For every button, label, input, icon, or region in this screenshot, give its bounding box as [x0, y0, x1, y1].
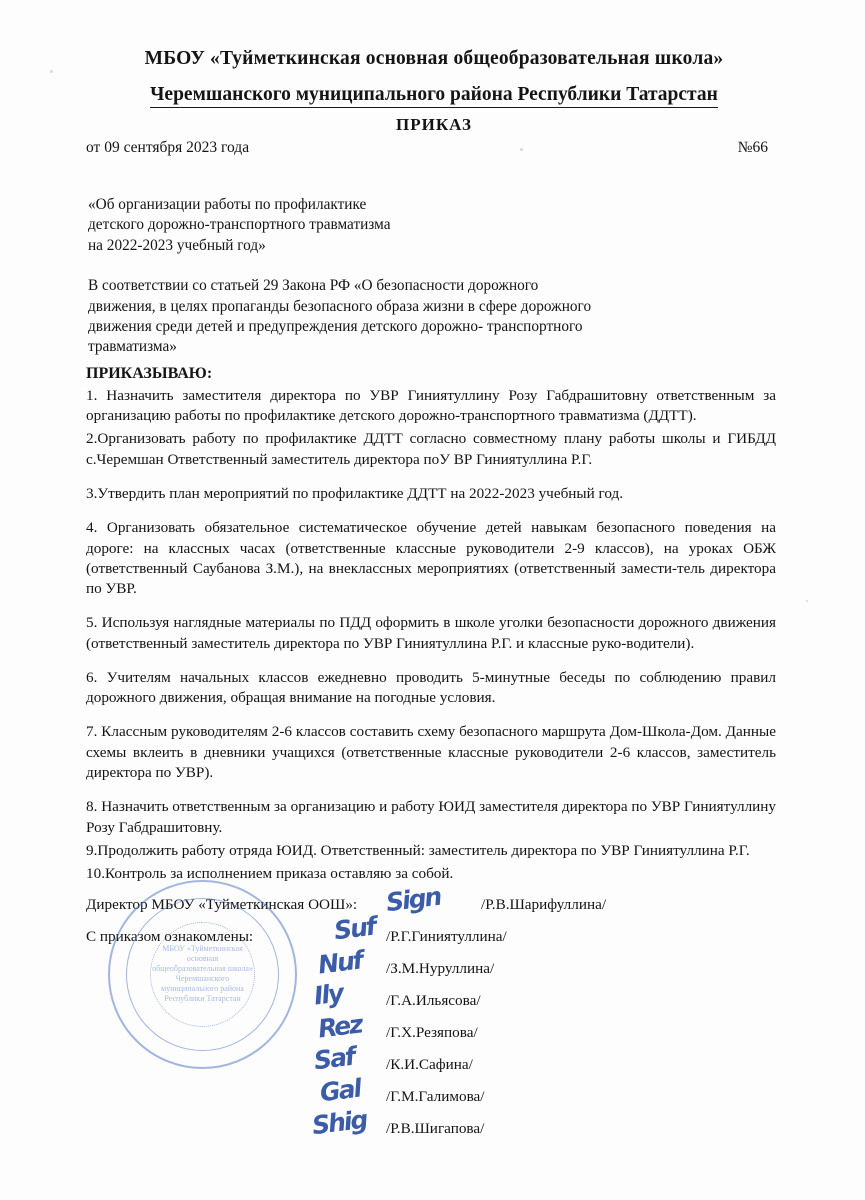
preamble-block: [88, 276, 790, 357]
handwritten-signature-2: Nuf: [316, 945, 364, 981]
order-item-5: 5. Используя наглядные материалы по ПДД оформить в школе уголки безопасности дорожного движения (ответственный заместитель директора по УВР Гиниятуллина Р.Г. и классные руко-водители).: [86, 614, 776, 652]
order-item-4: 4. Организовать обязательное систематическое обучение детей навыкам безопасного поведения на дороге: на классных часах (ответственные классные руководители 2-9 классов), на уроках ОБЖ (ответственный Саубанова З.М.), на внеклассных мероприятиях (ответственный замести-тель директора по УВР.: [86, 519, 776, 598]
acquainted-name-7: /Р.В.Шигапова/: [386, 1120, 485, 1138]
handwritten-signature-director: Sign: [384, 882, 442, 918]
order-item-7: 7. Классным руководителям 2-6 классов составить схему безопасного маршрута Дом-Школа-Дом. Данные схемы вклеить в дневники учащихся (ответственные классные руководители 2-6 классов, заместитель директора по УВР).: [86, 723, 776, 782]
document-title-line-2: детского дорожно-транспортного травматизма: [88, 216, 391, 234]
signature-row-director: [86, 882, 790, 924]
acquainted-name-3: /Г.А.Ильясова/: [386, 992, 481, 1010]
date-and-number-line: [78, 139, 790, 161]
document-title-block: [88, 195, 790, 256]
acquainted-name-5: /К.И.Сафина/: [386, 1056, 473, 1074]
preamble-line-1: В соответствии со статьей 29 Закона РФ «О безопасности дорожного: [88, 277, 539, 295]
document-number: №66: [737, 139, 768, 156]
organization-line-2-wrapper: [78, 70, 790, 108]
preamble-line-2: движения, в целях пропаганды безопасного образа жизни в сфере дорожного: [88, 297, 592, 315]
handwritten-signature-4: Rez: [316, 1009, 364, 1044]
order-item-9: 9.Продолжить работу отряда ЮИД. Ответственный: заместитель директора по УВР Гиниятуллина Р.Г.: [86, 841, 750, 859]
order-item-6: 6. Учителям начальных классов ежедневно проводить 5-минутные беседы по соблюдению правил дорожного движения, обращая внимание на погодные условия.: [86, 668, 776, 707]
director-label: Директор МБОУ «Туйметкинская ООШ»:: [86, 896, 358, 914]
acquainted-name-4: /Г.Х.Резяпова/: [386, 1024, 478, 1042]
order-item-8: 8. Назначить ответственным за организацию и работу ЮИД заместителя директора по УВР Гиниятуллину Розу Габдрашитовну.: [86, 798, 776, 836]
order-keyword: ПРИКАЗЫВАЮ:: [86, 364, 213, 382]
document-date: от 09 сентября 2023 года: [86, 139, 250, 156]
signature-row-5: [86, 1042, 790, 1084]
handwritten-signature-7: Shig: [310, 1105, 368, 1141]
seal-text: МБОУ «Туйметкинская основная общеобразовательная школа» Черемшанского муниципального района Республики Татарстан: [152, 944, 253, 1003]
document-title-line-1: «Об организации работы по профилактике: [88, 196, 367, 213]
organization-line-2: Черемшанского муниципального района Республики Татарстан: [150, 84, 718, 108]
document-sheet: [78, 30, 790, 1190]
order-item-3: 3.Утвердить план мероприятий по профилактике ДДТТ на 2022-2023 учебный год.: [86, 484, 624, 502]
order-item-1: 1. Назначить заместителя директора по УВР Гиниятуллину Розу Габдрашитовну ответственным за организацию работы по профилактике детского дорожно-транспортного травматизма (ДДТТ).: [86, 386, 776, 425]
acquainted-name-2: /З.М.Нуруллина/: [386, 960, 495, 978]
scan-speck: [806, 600, 808, 602]
signature-row-3: [86, 978, 790, 1020]
signature-row-7: [86, 1105, 790, 1148]
preamble-line-4: травматизма»: [88, 338, 177, 356]
acquainted-name-1: /Р.Г.Гиниятуллина/: [386, 928, 507, 946]
handwritten-signature-3: Ily: [312, 978, 344, 1012]
acquainted-label: С приказом ознакомлены:: [86, 928, 254, 946]
director-name: /Р.В.Шарифуллина/: [481, 896, 607, 914]
document-type-heading: ПРИКАЗ: [396, 115, 472, 134]
signature-row-4: [86, 1009, 790, 1052]
order-item-10: 10.Контроль за исполнением приказа оставляю за собой.: [86, 865, 454, 883]
order-item-2: 2.Организовать работу по профилактике ДДТТ согласно совместному плану работы школы и ГИБДД с.Черемшан Ответственный заместитель директора поУ ВР Гиниятуллина Р.Г.: [86, 430, 776, 468]
handwritten-signature-1: Suf: [332, 912, 377, 946]
signature-block: [86, 882, 790, 1148]
preamble-line-3: движения среди детей и предупреждения детского дорожно- транспортного: [88, 318, 583, 336]
signature-row-2: [86, 945, 790, 988]
signature-row-6: [86, 1074, 790, 1116]
organization-line-1: МБОУ «Туйметкинская основная общеобразовательная школа»: [144, 48, 724, 69]
document-title-line-3: на 2022-2023 учебный год»: [88, 236, 266, 254]
handwritten-signature-5: Saf: [312, 1042, 356, 1076]
handwritten-signature-6: Gal: [318, 1074, 362, 1108]
scan-speck: [520, 148, 523, 151]
signature-row-acquainted-header: [86, 912, 790, 956]
acquainted-name-6: /Г.М.Галимова/: [386, 1088, 485, 1106]
scan-speck: [50, 70, 53, 73]
